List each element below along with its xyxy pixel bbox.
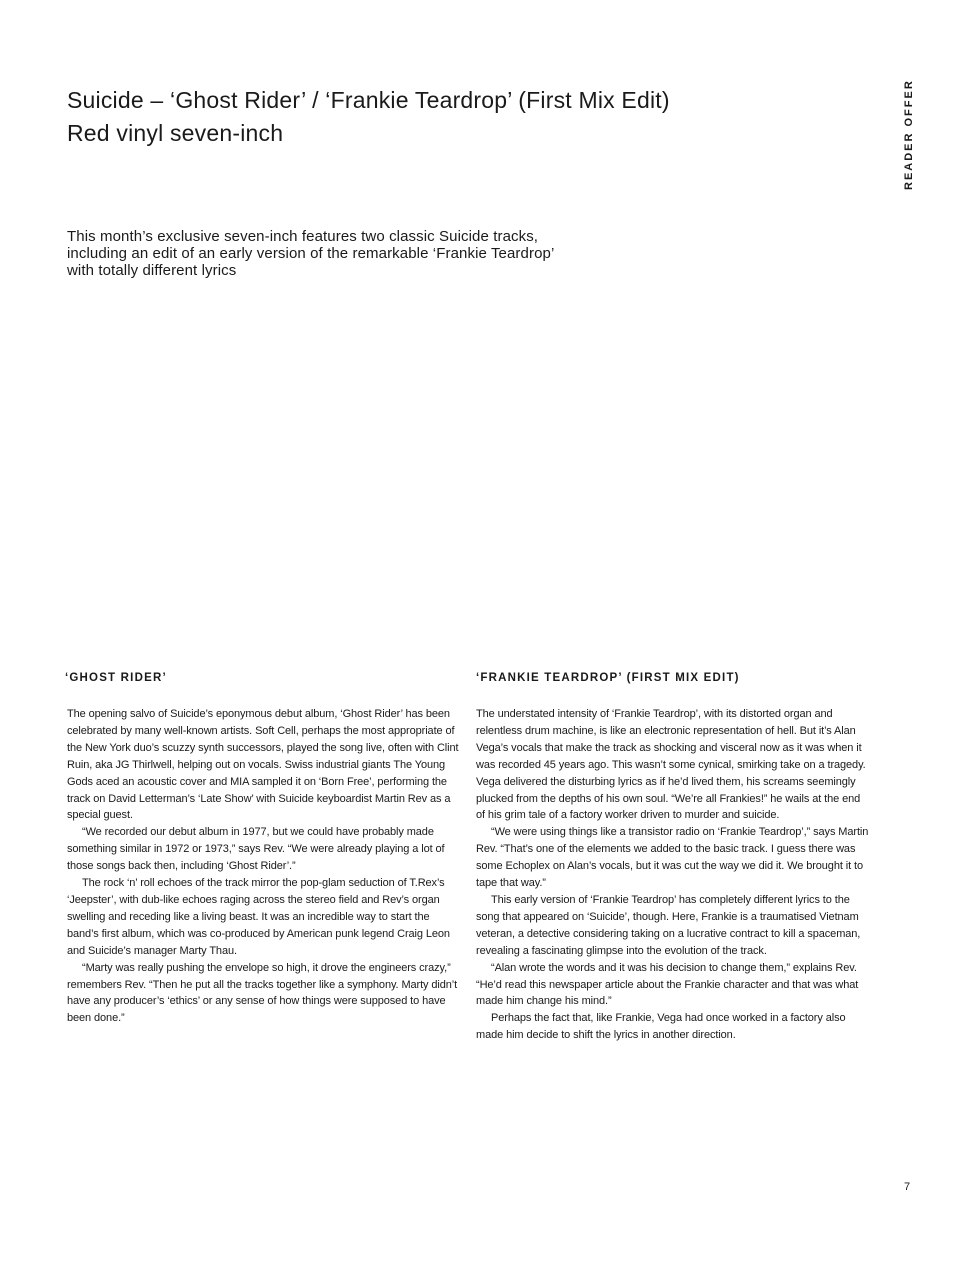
intro-standfirst (67, 228, 627, 279)
ghost-rider-paragraph-4: “Marty was really pushing the envelope so high, it drove the engineers crazy,” remembers Rev. “Then he put all the tracks together like a symphony. Marty didn’t have any producer’s ‘ethics’ or any sense of how things were supposed to have been done.” (67, 961, 458, 1025)
page-number: 7 (904, 1181, 911, 1193)
frankie-teardrop-paragraph-2: “We were using things like a transistor radio on ‘Frankie Teardrop’,” says Martin Rev. “That’s one of the elements we added to the basic track. I guess there was some Echoplex on Alan’s vocals, but it was cut the way we did it. We brought it to tape that way.” (476, 826, 869, 890)
article-title (67, 84, 827, 150)
frankie-teardrop-paragraph-3: This early version of ‘Frankie Teardrop’ has completely different lyrics to the song that appeared on ‘Suicide’, though. Here, Frankie is a traumatised Vietnam veteran, a detective considering taking on a lucrative contract to kill a spaceman, revealing a fascinating glimpse into the evolution of the track. (476, 893, 861, 957)
ghost-rider-paragraph-2: “We recorded our debut album in 1977, but we could have probably made something similar in 1972 or 1973,” says Rev. “We were already playing a lot of those songs back then, including ‘Ghost Rider’.” (67, 826, 445, 873)
frankie-teardrop-heading: ‘FRANKIE TEARDROP’ (FIRST MIX EDIT) (476, 672, 740, 684)
title-line-1: Suicide – ‘Ghost Rider’ / ‘Frankie Teardrop’ (First Mix Edit) (67, 87, 670, 113)
title-line-2: Red vinyl seven-inch (67, 120, 284, 146)
intro-line-2: including an edit of an early version of the remarkable ‘Frankie Teardrop’ (67, 245, 555, 262)
ghost-rider-heading: ‘GHOST RIDER’ (65, 672, 167, 684)
frankie-teardrop-column (476, 671, 872, 1044)
frankie-teardrop-paragraph-5: Perhaps the fact that, like Frankie, Vega had once worked in a factory also made him decide to shift the lyrics in another direction. (476, 1012, 846, 1042)
ghost-rider-column (67, 671, 462, 1027)
frankie-teardrop-paragraph-4: “Alan wrote the words and it was his decision to change them,” explains Rev. “He’d read this newspaper article about the Frankie character and that was what made him change his mind.” (476, 961, 859, 1008)
frankie-teardrop-paragraph-1: The understated intensity of ‘Frankie Teardrop’, with its distorted organ and relentless drum machine, is like an electronic representation of hell. But it’s Alan Vega’s vocals that make the track as shocking and visceral now as it was when it was recorded 45 years ago. This wasn’t some cynical, smirking take on a tragedy. Vega delivered the disturbing lyrics as if he’d lived them, his screams seemingly plucked from the depths of his own soul. “We’re all Frankies!” he wails at the end of his grim tale of a factory worker driven to murder and suicide. (476, 708, 866, 822)
ghost-rider-paragraph-3: The rock ‘n’ roll echoes of the track mirror the pop-glam seduction of T.Rex’s ‘Jeepster’, with dub-like echoes raging across the stereo field and Rev’s organ swelling and receding like a living beast. It was an incredible way to start the band’s first album, which was co-produced by American punk legend Craig Leon and Suicide’s manager Marty Thau. (67, 877, 450, 957)
intro-line-1: This month’s exclusive seven-inch features two classic Suicide tracks, (67, 228, 539, 245)
reader-offer-label: READER OFFER (903, 79, 915, 190)
intro-line-3: with totally different lyrics (67, 262, 237, 279)
ghost-rider-paragraph-1: The opening salvo of Suicide’s eponymous debut album, ‘Ghost Rider’ has been celebrated by many well-known artists. Soft Cell, perhaps the most appropriate of the New York duo’s scuzzy synth successors, played the song live, often with Clint Ruin, aka JG Thirlwell, helping out on vocals. Swiss industrial giants The Young Gods aced an acoustic cover and MIA sampled it on ‘Born Free’, performing the track on David Letterman’s ‘Late Show’ with Suicide keyboardist Martin Rev as a special guest. (67, 708, 459, 822)
